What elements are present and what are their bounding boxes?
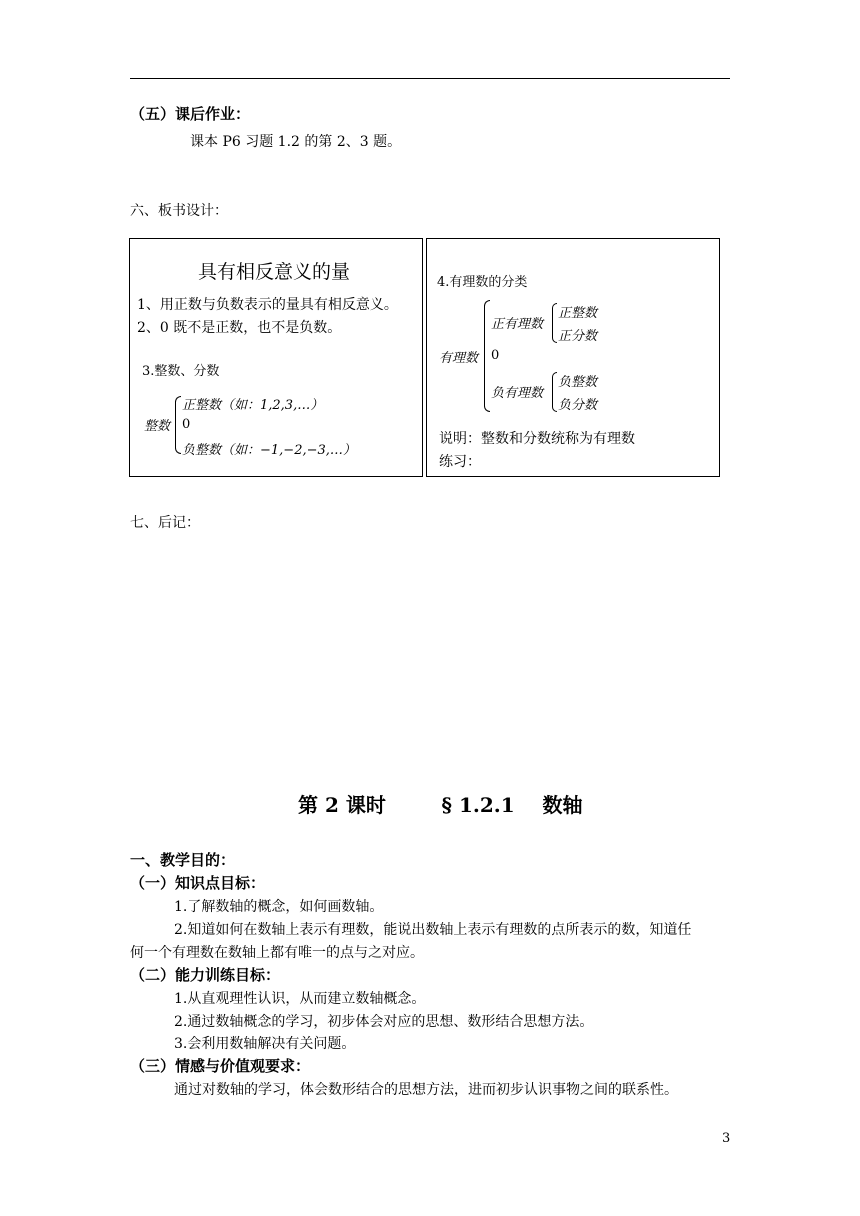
negative-integer-label: 负整数 <box>558 375 598 390</box>
left-box-line2: 2、0 既不是正数，也不是负数。 <box>137 320 342 336</box>
emotion-goals-heading: （三）情感与价值观要求： <box>130 1057 311 1075</box>
positive-fraction-label: 正分数 <box>558 329 598 344</box>
rational-brace <box>484 300 490 412</box>
positive-rational-brace <box>552 303 557 343</box>
knowledge-item-2b: 何一个有理数在数轴上都有唯一的点与之对应。 <box>130 945 424 961</box>
knowledge-goals-heading: （一）知识点目标： <box>130 874 266 892</box>
positive-integer-label: 正整数 <box>558 306 598 321</box>
left-box-line3: 3.整数、分数 <box>142 364 220 379</box>
homework-text: 课本 P6 习题 1.2 的第 2、3 题。 <box>190 134 402 150</box>
negative-fraction-label: 负分数 <box>558 398 598 413</box>
integer-branch-negative: 负整数（如：−1,−2,−3,…） <box>182 443 356 458</box>
ability-goals-heading: （二）能力训练目标： <box>130 966 281 984</box>
integer-branch-zero: 0 <box>182 417 191 432</box>
rational-note: 说明：整数和分数统称为有理数 <box>439 431 635 447</box>
knowledge-item-1: 1.了解数轴的概念，如何画数轴。 <box>174 899 384 915</box>
teaching-goals-heading: 一、教学目的： <box>130 851 236 869</box>
integer-branch-positive: 正整数（如：1,2,3,…） <box>182 398 324 413</box>
zero-label: 0 <box>491 348 500 363</box>
right-box-title: 4.有理数的分类 <box>437 275 528 290</box>
knowledge-item-2a: 2.知道如何在数轴上表示有理数，能说出数轴上表示有理数的点所表示的数，知道任 <box>174 922 692 938</box>
integer-brace <box>175 396 181 454</box>
left-box-title: 具有相反意义的量 <box>198 261 351 283</box>
left-box-line1: 1、用正数与负数表示的量具有相反意义。 <box>137 297 398 313</box>
ability-item-2: 2.通过数轴概念的学习，初步体会对应的思想、数形结合思想方法。 <box>174 1014 594 1030</box>
header-rule <box>130 78 730 79</box>
homework-heading: （五）课后作业： <box>130 105 251 123</box>
practice-label: 练习： <box>439 454 481 470</box>
ability-item-3: 3.会利用数轴解决有关问题。 <box>174 1036 356 1052</box>
rational-root-label: 有理数 <box>439 351 479 366</box>
ability-item-1: 1.从直观理性认识，从而建立数轴概念。 <box>174 991 426 1007</box>
lesson-title: 第 2 课时 § 1.2.1 数轴 <box>298 793 583 817</box>
emotion-item-1: 通过对数轴的学习，体会数形结合的思想方法，进而初步认识事物之间的联系性。 <box>174 1082 678 1098</box>
integer-root-label: 整数 <box>144 419 171 434</box>
negative-rational-brace <box>552 372 557 412</box>
postscript-heading: 七、后记： <box>130 515 200 531</box>
positive-rational-label: 正有理数 <box>491 317 544 332</box>
board-design-heading: 六、板书设计： <box>130 203 228 219</box>
negative-rational-label: 负有理数 <box>491 386 544 401</box>
page-number: 3 <box>722 1131 731 1146</box>
